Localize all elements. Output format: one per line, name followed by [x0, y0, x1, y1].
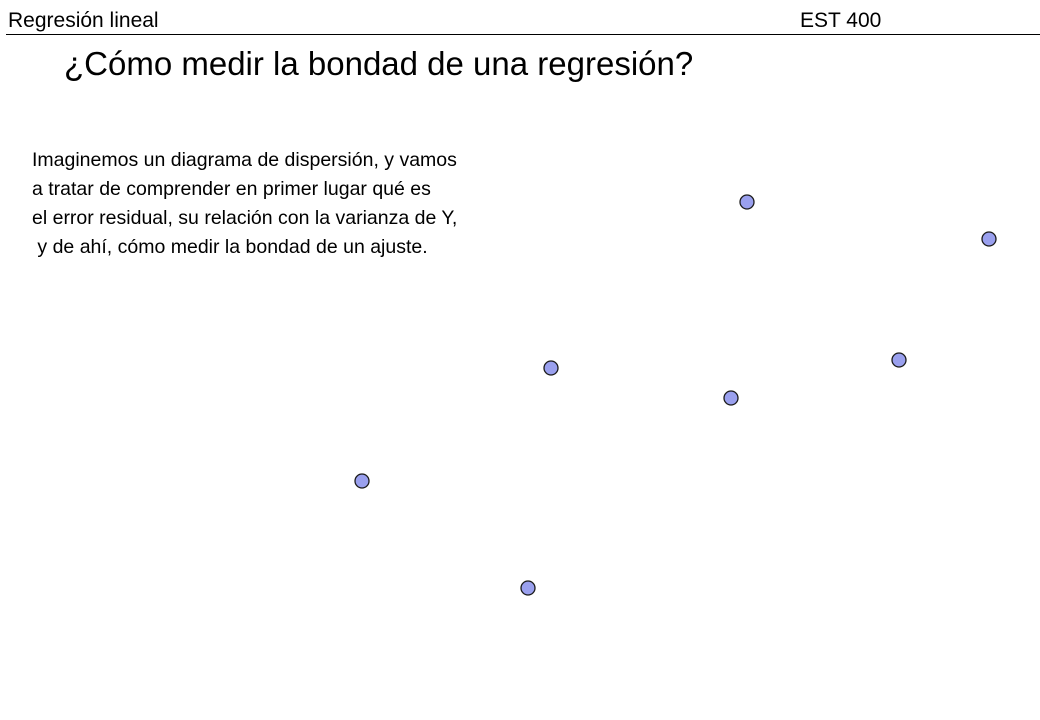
scatter-point-6 — [355, 474, 369, 488]
scatter-point-7 — [521, 581, 535, 595]
course-title: Regresión lineal — [8, 9, 159, 32]
scatter-point-5 — [724, 391, 738, 405]
body-line-4: y de ahí, cómo medir la bondad de un ajuste. — [32, 236, 428, 258]
scatter-point-4 — [544, 361, 558, 375]
slide-title: ¿Cómo medir la bondad de una regresión? — [64, 45, 694, 82]
scatter-point-2 — [982, 232, 996, 246]
course-code: EST 400 — [800, 9, 882, 32]
body-line-1: Imaginemos un diagrama de dispersión, y vamos — [32, 149, 457, 171]
scatter-point-1 — [740, 195, 754, 209]
body-line-2: a tratar de comprender en primer lugar qué es — [32, 178, 431, 200]
body-line-3: el error residual, su relación con la varianza de Y, — [32, 207, 458, 229]
scatter-point-3 — [892, 353, 906, 367]
